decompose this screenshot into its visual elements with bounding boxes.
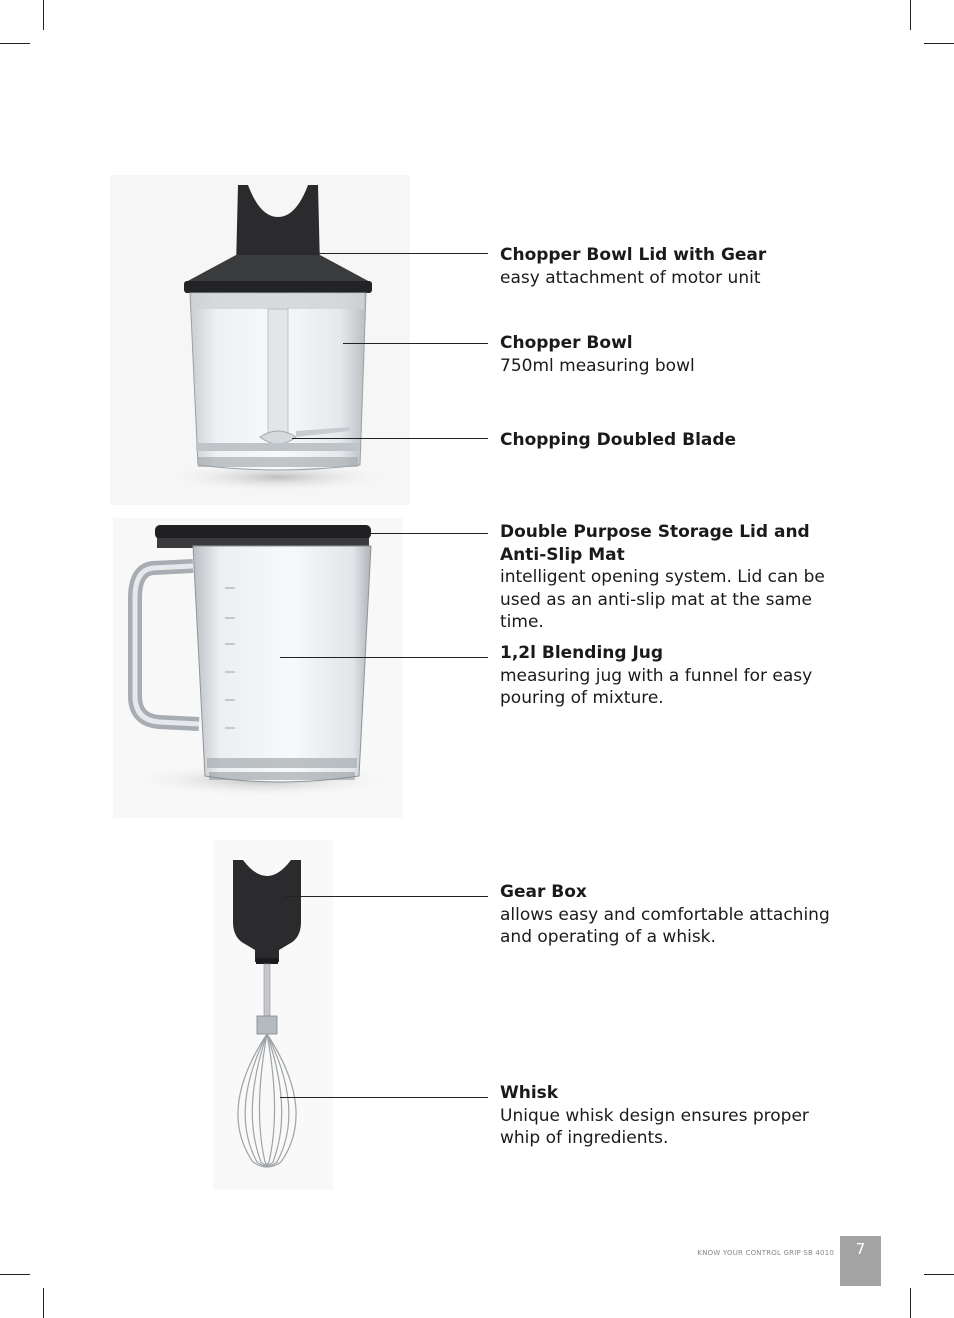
label-storage-lid <box>500 521 845 634</box>
crop-mark <box>910 0 911 30</box>
label-title: Chopping Doubled Blade <box>500 430 737 450</box>
crop-mark <box>924 43 954 44</box>
label-chopper-bowl-lid <box>500 244 845 289</box>
label-gear-box <box>500 881 845 949</box>
footer-running-title: KNOW YOUR CONTROL GRIP SB 4010 <box>697 1249 834 1257</box>
label-title: Double Purpose Storage Lid and Anti-Slip Mat <box>500 522 810 565</box>
label-description: allows easy and comfortable attaching and operating of a whisk. <box>500 904 830 947</box>
leader-line <box>343 343 488 344</box>
label-description: measuring jug with a funnel for easy pouring of mixture. <box>500 665 813 708</box>
leader-line <box>318 253 488 254</box>
page-number: 7 <box>840 1236 881 1286</box>
crop-mark <box>0 1274 30 1275</box>
label-title: Gear Box <box>500 882 587 902</box>
crop-mark <box>43 0 44 30</box>
chopper-bowl-illustration <box>110 175 410 505</box>
label-chopping-blade <box>500 429 845 452</box>
blending-jug-illustration <box>113 518 403 818</box>
leader-line <box>280 1097 488 1098</box>
leader-line <box>292 438 488 439</box>
leader-line <box>280 657 488 658</box>
label-description: 750ml measuring bowl <box>500 355 695 376</box>
label-whisk <box>500 1082 845 1150</box>
crop-mark <box>924 1274 954 1275</box>
label-title: Chopper Bowl Lid with Gear <box>500 245 767 265</box>
label-description: easy attachment of motor unit <box>500 267 761 288</box>
label-title: Whisk <box>500 1083 559 1103</box>
label-description: Unique whisk design ensures proper whip of ingredients. <box>500 1105 809 1148</box>
leader-line <box>284 896 488 897</box>
crop-mark <box>0 43 30 44</box>
label-title: 1,2l Blending Jug <box>500 643 664 663</box>
crop-mark <box>43 1288 44 1318</box>
whisk-illustration <box>213 840 333 1190</box>
leader-line <box>366 533 488 534</box>
label-description: intelligent opening system. Lid can be used as an anti-slip mat at the same time. <box>500 567 825 632</box>
label-title: Chopper Bowl <box>500 333 633 353</box>
crop-mark <box>910 1288 911 1318</box>
label-blending-jug <box>500 642 845 710</box>
label-chopper-bowl <box>500 332 845 377</box>
